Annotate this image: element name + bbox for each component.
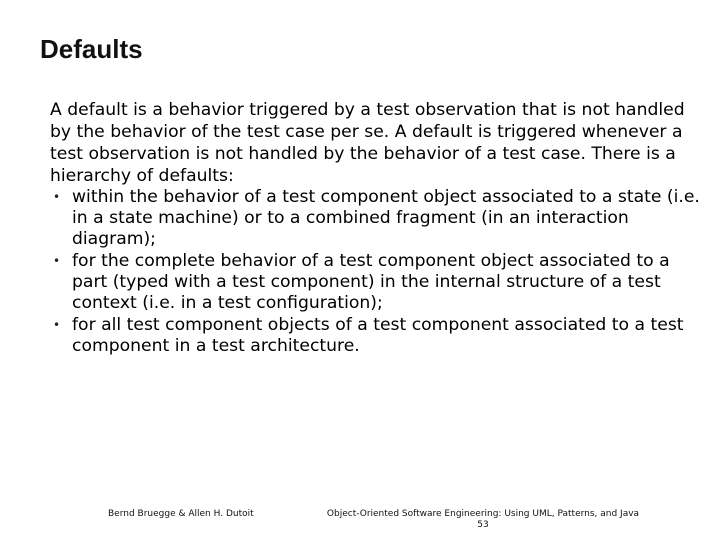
bullet-icon: • [53,318,61,332]
footer-book-title: Object-Oriented Software Engineering: Using UML, Patterns, and Java [326,509,640,519]
bullet-icon: • [53,190,61,204]
list-item-text: for the complete behavior of a test component object associated to a part (typed with a test component) in the internal structure of a test context (i.e. in a test configuration); [72,251,670,313]
defaults-hierarchy-list [50,187,700,357]
intro-paragraph: A default is a behavior triggered by a test observation that is not handled by the behavior of the test case per se. A default is triggered whenever a test observation is not handled by the behavior of a test case. There is a hierarchy of defaults: [50,100,685,186]
footer-book-info [318,509,648,531]
list-item-text: for all test component objects of a test component associated to a test component in a test architecture. [72,315,684,356]
footer-authors: Bernd Bruegge & Allen H. Dutoit [108,509,254,519]
list-item [50,315,700,357]
slide-title: Defaults [40,34,143,64]
list-item [50,251,700,314]
page-number: 53 [477,520,489,530]
bullet-icon: • [53,254,61,268]
list-item-text: within the behavior of a test component object associated to a state (i.e. in a state machine) or to a combined fragment (in an interaction diagram); [72,187,700,249]
slide-body [50,99,700,357]
list-item [50,187,700,250]
